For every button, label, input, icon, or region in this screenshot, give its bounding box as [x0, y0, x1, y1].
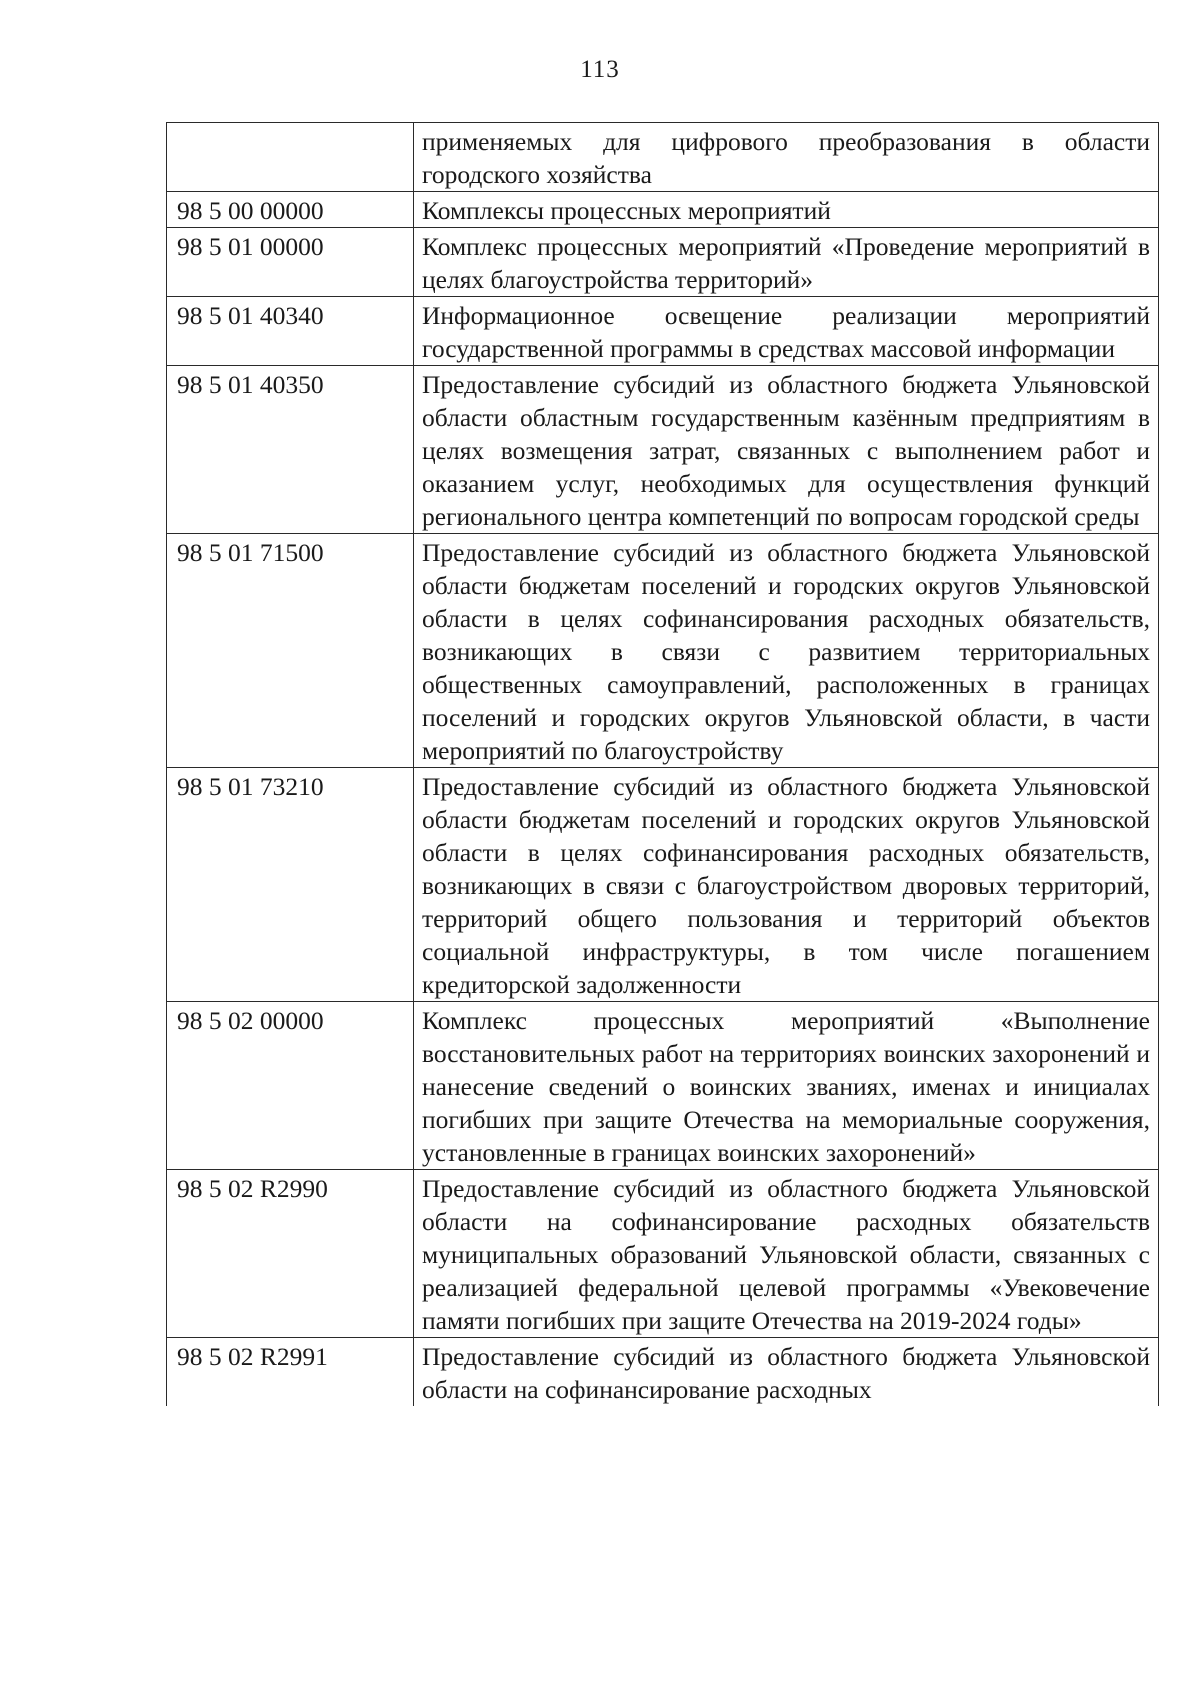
description-cell: Предоставление субсидий из областного бюджета Ульяновской области бюджетам поселений и городских округов Ульяновской области в целях софинансирования расходных обязательств, возникающих в связи с благоустройством дворовых территорий, территорий общего пользования и территорий объектов социальной инфраструктуры, в том числе погашением кредиторской задолженности	[414, 768, 1159, 1002]
description-cell: Комплексы процессных мероприятий	[414, 192, 1159, 228]
table-row	[167, 297, 1159, 366]
code-cell	[167, 123, 414, 192]
code-cell: 98 5 01 40340	[167, 297, 414, 366]
code-cell: 98 5 01 71500	[167, 534, 414, 768]
budget-classification-table	[166, 122, 1159, 1406]
description-cell: применяемых для цифрового преобразования в области городского хозяйства	[414, 123, 1159, 192]
table-row	[167, 192, 1159, 228]
code-cell: 98 5 02 00000	[167, 1002, 414, 1170]
table-row	[167, 1170, 1159, 1338]
description-cell: Комплекс процессных мероприятий «Выполнение восстановительных работ на территориях воинских захоронений и нанесение сведений о воинских званиях, именах и инициалах погибших при защите Отечества на мемориальные сооружения, установленные в границах воинских захоронений»	[414, 1002, 1159, 1170]
table-row	[167, 534, 1159, 768]
description-cell: Предоставление субсидий из областного бюджета Ульяновской области областным государственным казённым предприятиям в целях возмещения затрат, связанных с выполнением работ и оказанием услуг, необходимых для осуществления функций регионального центра компетенций по вопросам городской среды	[414, 366, 1159, 534]
description-cell: Предоставление субсидий из областного бюджета Ульяновской области бюджетам поселений и городских округов Ульяновской области в целях софинансирования расходных обязательств, возникающих в связи с развитием территориальных общественных самоуправлений, расположенных в границах поселений и городских округов Ульяновской области, в части мероприятий по благоустройству	[414, 534, 1159, 768]
description-cell: Предоставление субсидий из областного бюджета Ульяновской области на софинансирование расходных	[414, 1338, 1159, 1407]
code-cell: 98 5 02 R2991	[167, 1338, 414, 1407]
description-cell: Информационное освещение реализации мероприятий государственной программы в средствах массовой информации	[414, 297, 1159, 366]
description-cell: Предоставление субсидий из областного бюджета Ульяновской области на софинансирование расходных обязательств муниципальных образований Ульяновской области, связанных с реализацией федеральной целевой программы «Увековечение памяти погибших при защите Отечества на 2019-2024 годы»	[414, 1170, 1159, 1338]
code-cell: 98 5 00 00000	[167, 192, 414, 228]
table-row	[167, 123, 1159, 192]
table-row	[167, 366, 1159, 534]
table-row	[167, 768, 1159, 1002]
table-row	[167, 1002, 1159, 1170]
code-cell: 98 5 01 40350	[167, 366, 414, 534]
page-number: 113	[580, 56, 620, 83]
code-cell: 98 5 01 00000	[167, 228, 414, 297]
description-cell: Комплекс процессных мероприятий «Проведение мероприятий в целях благоустройства территорий»	[414, 228, 1159, 297]
code-cell: 98 5 01 73210	[167, 768, 414, 1002]
code-cell: 98 5 02 R2990	[167, 1170, 414, 1338]
table-row	[167, 228, 1159, 297]
table-row	[167, 1338, 1159, 1407]
